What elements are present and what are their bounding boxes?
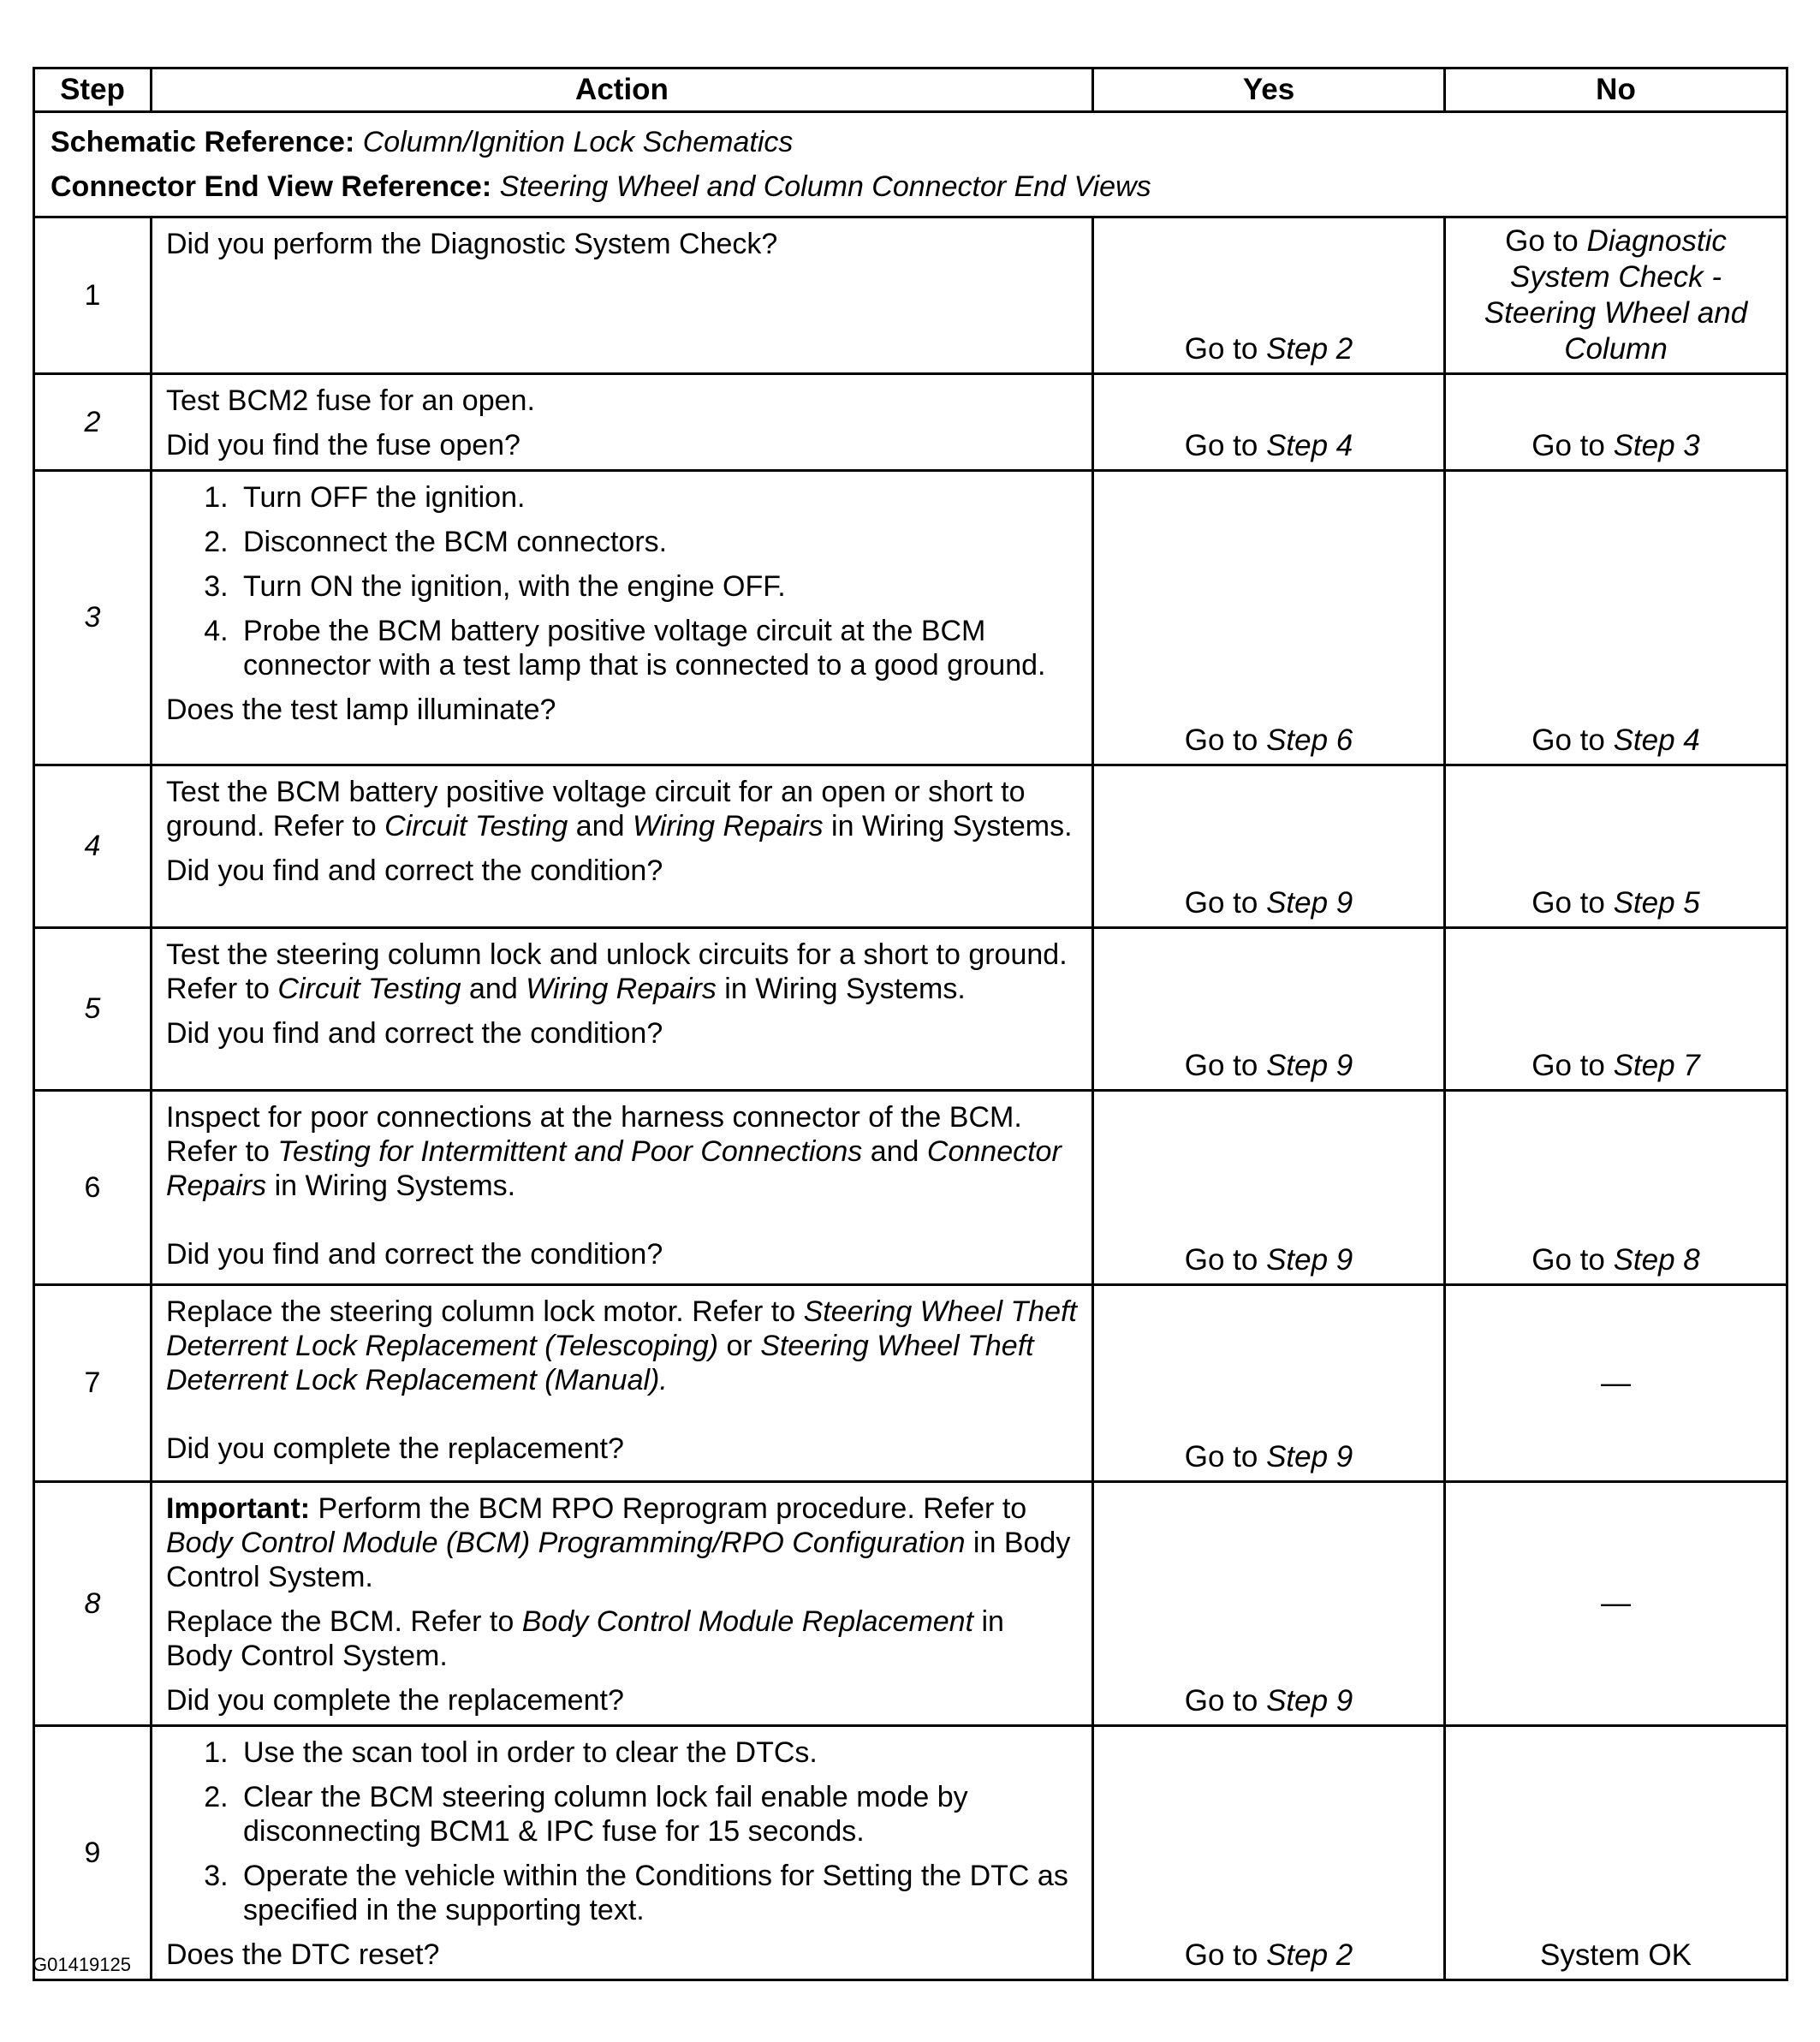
step-yes: Go to Step 2 (1093, 1726, 1445, 1980)
step-link[interactable]: Step 9 (1266, 886, 1353, 920)
step-link[interactable]: Step 2 (1266, 332, 1353, 366)
step-row-1 (34, 217, 1787, 374)
reference-link[interactable]: Steering Wheel Theft Deterrent Lock Replacement (Manual). (166, 1330, 1034, 1396)
step-no: Go to Step 5 (1445, 765, 1787, 928)
step-yes: Go to Step 9 (1093, 1285, 1445, 1482)
reference-link[interactable]: Testing for Intermittent and Poor Connections (277, 1135, 863, 1168)
step-row-8 (34, 1482, 1787, 1726)
reference-link[interactable]: Wiring Repairs (526, 973, 717, 1005)
header-row (34, 68, 1787, 112)
connector-reference: Connector End View Reference: Steering Wheel and Column Connector End Views (51, 170, 1151, 203)
schematic-reference: Schematic Reference: Column/Ignition Lock Schematics (51, 126, 794, 158)
step-number: 8 (84, 1587, 101, 1620)
step-number: 7 (34, 1285, 152, 1482)
step-link[interactable]: Step 9 (1266, 1440, 1353, 1473)
step-list (166, 480, 1078, 682)
list-item: 1. Turn OFF the ignition. (236, 480, 1078, 515)
step-number: 1 (34, 217, 152, 374)
step-yes: Go to Step 4 (1093, 374, 1445, 471)
reference-link[interactable]: Circuit Testing (277, 973, 461, 1005)
step-link[interactable]: Step 8 (1613, 1243, 1700, 1277)
step-action: Test BCM2 fuse for an open. Did you find the fuse open? (152, 374, 1093, 471)
schematic-reference-link[interactable]: Column/Ignition Lock Schematics (362, 126, 794, 158)
step-link[interactable]: Step 4 (1266, 429, 1353, 462)
step-link[interactable]: Step 6 (1266, 723, 1353, 757)
step-yes: Go to Step 9 (1093, 928, 1445, 1091)
step-action: Did you perform the Diagnostic System Check? (152, 217, 1093, 374)
step-row-4 (34, 765, 1787, 928)
step-link[interactable]: Step 2 (1266, 1938, 1353, 1972)
step-no: — (1445, 1482, 1787, 1726)
step-link[interactable]: Step 5 (1613, 886, 1700, 920)
reference-link[interactable]: Connector Repairs (166, 1135, 1062, 1202)
list-item: 2. Disconnect the BCM connectors. (236, 525, 1078, 559)
step-number: 3 (84, 601, 101, 634)
step-yes: Go to Step 6 (1093, 471, 1445, 765)
figure-id: G01419125 (33, 1954, 131, 1975)
header-action: Action (152, 68, 1093, 112)
step-yes: Go to Step 2 (1093, 217, 1445, 374)
step-no: Go to Diagnostic System Check - Steering Wheel and Column (1445, 217, 1787, 374)
step-no: Go to Step 3 (1445, 374, 1787, 471)
step-action: Inspect for poor connections at the harness connector of the BCM. Refer to Testing for Intermittent and Poor Connections and Connector Repairs in Wiring Systems. Did you find and correct the condition? (152, 1091, 1093, 1285)
step-action: Test the BCM battery positive voltage circuit for an open or short to ground. Refer to Circuit Testing and Wiring Repairs in Wiring Systems. Did you find and correct the condition? (152, 765, 1093, 928)
step-no: System OK (1445, 1726, 1787, 1980)
list-item: 3. Operate the vehicle within the Conditions for Setting the DTC as specified in the supporting text. (236, 1859, 1078, 1927)
step-row-7 (34, 1285, 1787, 1482)
reference-link[interactable]: Circuit Testing (384, 810, 568, 842)
reference-link[interactable]: Body Control Module Replacement (521, 1605, 974, 1638)
step-link[interactable]: Step 9 (1266, 1243, 1353, 1277)
step-number: 4 (84, 830, 101, 862)
step-yes: Go to Step 9 (1093, 1091, 1445, 1285)
step-no: Go to Step 7 (1445, 928, 1787, 1091)
step-row-6 (34, 1091, 1787, 1285)
step-no: — (1445, 1285, 1787, 1482)
list-item: 3. Turn ON the ignition, with the engine OFF. (236, 569, 1078, 604)
step-action: Important: Perform the BCM RPO Reprogram procedure. Refer to Body Control Module (BCM) Programming/RPO Configuration in Body Control System. Replace the BCM. Refer to Body Control Module Replacement in Body Control System. Did you complete the replacement? (152, 1482, 1093, 1726)
reference-row (34, 112, 1787, 217)
diagnostic-table (33, 67, 1788, 1981)
step-link[interactable]: Diagnostic System Check - Steering Wheel and Column (1484, 224, 1748, 366)
header-step: Step (34, 68, 152, 112)
step-row-5 (34, 928, 1787, 1091)
step-number: 5 (84, 992, 101, 1025)
step-link[interactable]: Step 9 (1266, 1049, 1353, 1082)
step-link[interactable]: Step 3 (1613, 429, 1700, 462)
step-yes: Go to Step 9 (1093, 765, 1445, 928)
step-link[interactable]: Step 7 (1613, 1049, 1700, 1082)
step-number: 9 (34, 1726, 152, 1980)
list-item: 4. Probe the BCM battery positive voltage circuit at the BCM connector with a test lamp that is connected to a good ground. (236, 614, 1078, 682)
step-row-9 (34, 1726, 1787, 1980)
step-action: 1. Turn OFF the ignition. 2. Disconnect the BCM connectors. 3. Turn ON the ignition, with the engine OFF. 4. Probe the BCM battery positive voltage circuit at the BCM connector with a test lamp that is connected to a good ground. Does the test lamp illuminate? (152, 471, 1093, 765)
step-row-3 (34, 471, 1787, 765)
step-link[interactable]: Step 4 (1613, 723, 1700, 757)
reference-link[interactable]: Wiring Repairs (632, 810, 824, 842)
step-action: Replace the steering column lock motor. Refer to Steering Wheel Theft Deterrent Lock Replacement (Telescoping) or Steering Wheel Theft Deterrent Lock Replacement (Manual). Did you complete the replacement? (152, 1285, 1093, 1482)
step-row-2 (34, 374, 1787, 471)
step-no: Go to Step 4 (1445, 471, 1787, 765)
step-action: Test the steering column lock and unlock circuits for a short to ground. Refer to Circuit Testing and Wiring Repairs in Wiring Systems. Did you find and correct the condition? (152, 928, 1093, 1091)
connector-reference-link[interactable]: Steering Wheel and Column Connector End Views (499, 170, 1151, 203)
reference-link[interactable]: Steering Wheel Theft Deterrent Lock Replacement (Telescoping) (166, 1295, 1077, 1362)
step-link[interactable]: Step 9 (1266, 1684, 1353, 1718)
header-yes: Yes (1093, 68, 1445, 112)
step-yes: Go to Step 9 (1093, 1482, 1445, 1726)
step-number: 2 (84, 405, 101, 438)
step-action: 1. Use the scan tool in order to clear the DTCs. 2. Clear the BCM steering column lock fail enable mode by disconnecting BCM1 & IPC fuse for 15 seconds. 3. Operate the vehicle within the Conditions for Setting the DTC as specified in the supporting text. Does the DTC reset? (152, 1726, 1093, 1980)
step-list (166, 1735, 1078, 1927)
step-number: 6 (34, 1091, 152, 1285)
list-item: 2. Clear the BCM steering column lock fail enable mode by disconnecting BCM1 & IPC fuse for 15 seconds. (236, 1780, 1078, 1849)
important-label: Important: (166, 1492, 311, 1525)
list-item: 1. Use the scan tool in order to clear the DTCs. (236, 1735, 1078, 1770)
step-no: Go to Step 8 (1445, 1091, 1787, 1285)
reference-link[interactable]: Body Control Module (BCM) Programming/RPO Configuration (166, 1527, 966, 1559)
reference-cell (34, 112, 1787, 217)
header-no: No (1445, 68, 1787, 112)
